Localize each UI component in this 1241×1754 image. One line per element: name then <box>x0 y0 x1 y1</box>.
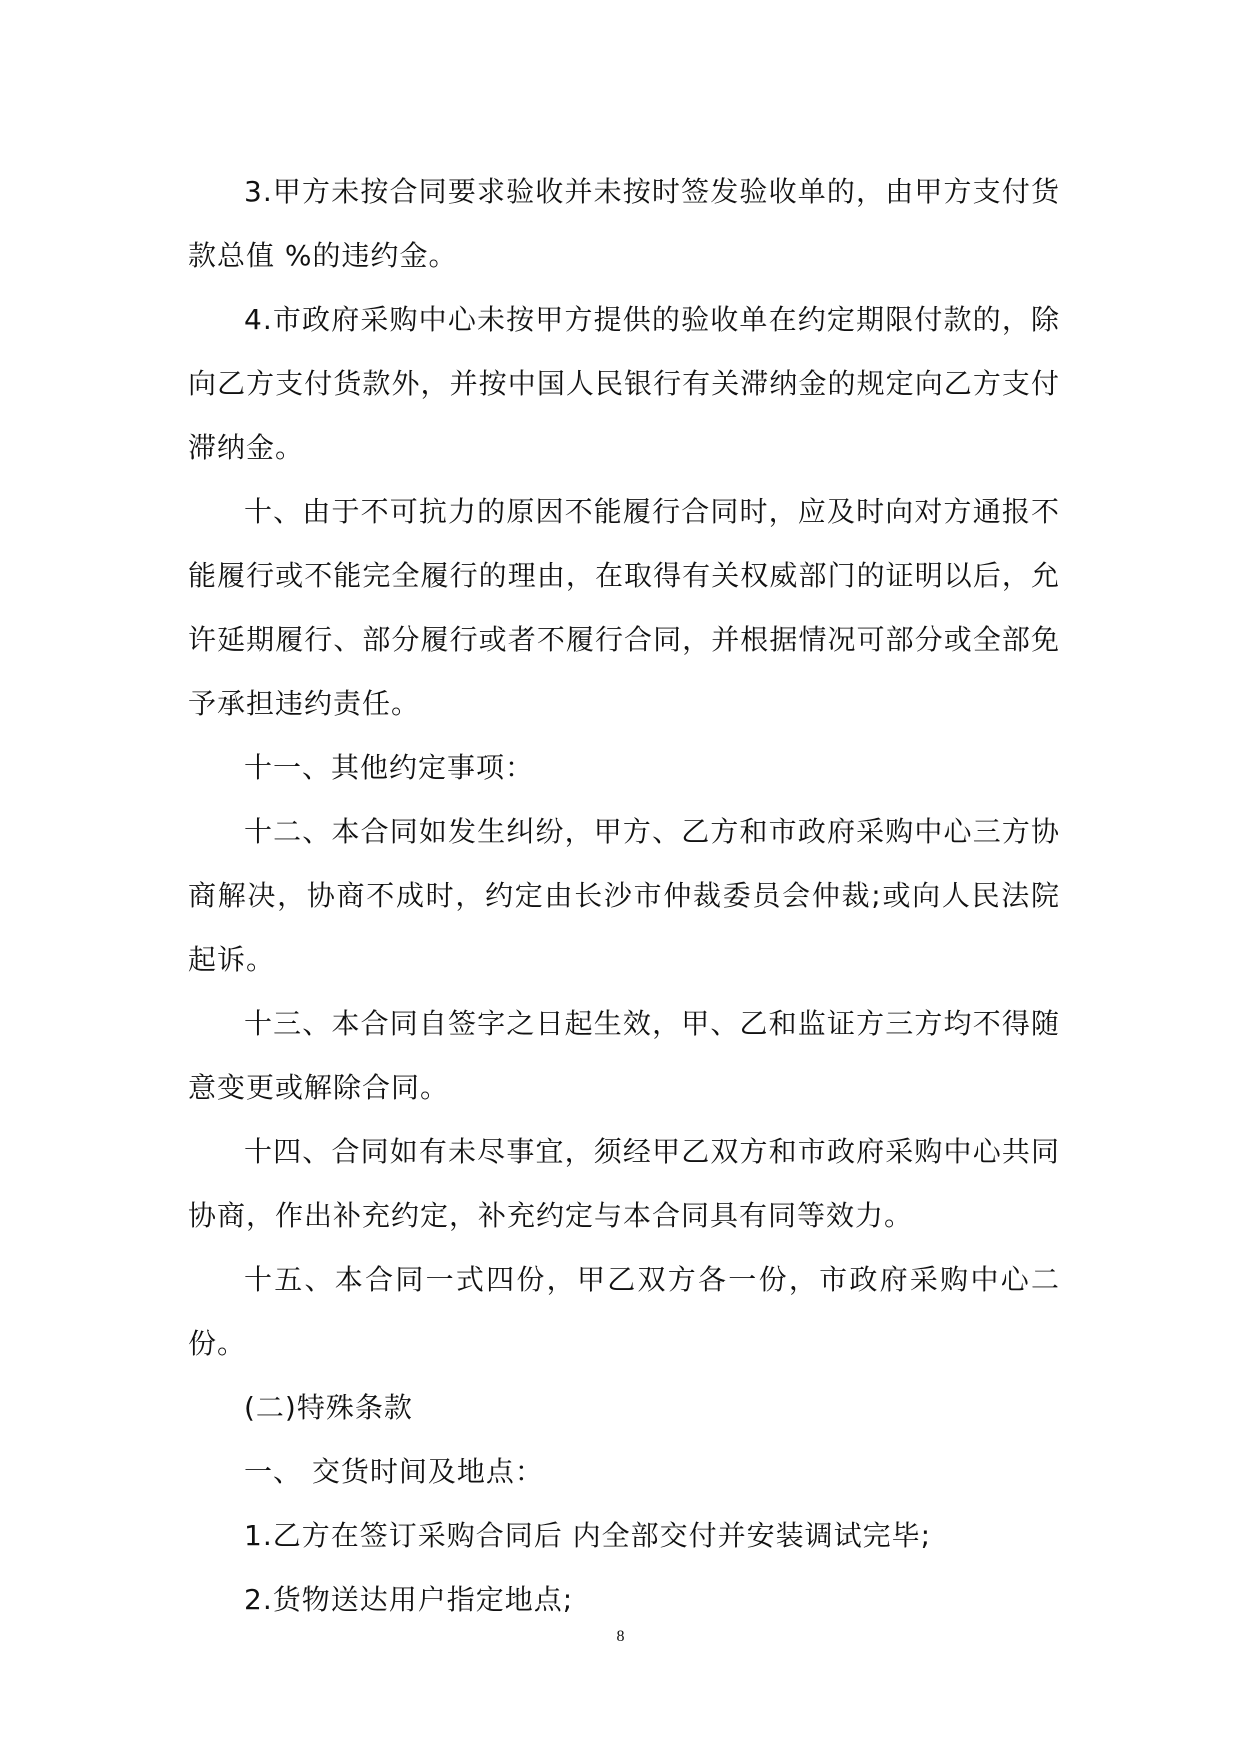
paragraph-supplementary: 十四、合同如有未尽事宜，须经甲乙双方和市政府采购中心共同协商，作出补充约定，补充约定与本合同具有同等效力。 <box>188 1135 1060 1232</box>
page-number: 8 <box>616 1628 625 1645</box>
paragraph-force-majeure: 十、由于不可抗力的原因不能履行合同时，应及时向对方通报不能履行或不能完全履行的理由，在取得有关权威部门的证明以后，允许延期履行、部分履行或者不履行合同，并根据情况可部分或全部免予承担违约责任。 <box>188 495 1060 720</box>
paragraph-copies: 十五、本合同一式四份，甲乙双方各一份，市政府采购中心二份。 <box>188 1263 1060 1360</box>
clause-delivery-heading: 一、 交货时间及地点： <box>244 1455 544 1488</box>
paragraph-other-terms: 十一、其他约定事项： <box>244 751 535 784</box>
clause-delivery-time: 1.乙方在签订采购合同后 内全部交付并安装调试完毕; <box>244 1519 932 1552</box>
paragraph-late-payment: 4.市政府采购中心未按甲方提供的验收单在约定期限付款的，除向乙方支付货款外，并按中国人民银行有关滞纳金的规定向乙方支付滞纳金。 <box>188 303 1060 464</box>
paragraph-effectiveness: 十三、本合同自签字之日起生效，甲、乙和监证方三方均不得随意变更或解除合同。 <box>188 1007 1060 1104</box>
document-body <box>188 160 1060 1632</box>
paragraph-disputes: 十二、本合同如发生纠纷，甲方、乙方和市政府采购中心三方协商解决，协商不成时，约定由长沙市仲裁委员会仲裁;或向人民法院起诉。 <box>188 815 1060 976</box>
clause-delivery-place: 2.货物送达用户指定地点; <box>244 1583 574 1616</box>
paragraph-penalty-acceptance: 3.甲方未按合同要求验收并未按时签发验收单的，由甲方支付货款总值 %的违约金。 <box>188 175 1060 272</box>
section-heading-special-terms: (二)特殊条款 <box>244 1391 413 1424</box>
